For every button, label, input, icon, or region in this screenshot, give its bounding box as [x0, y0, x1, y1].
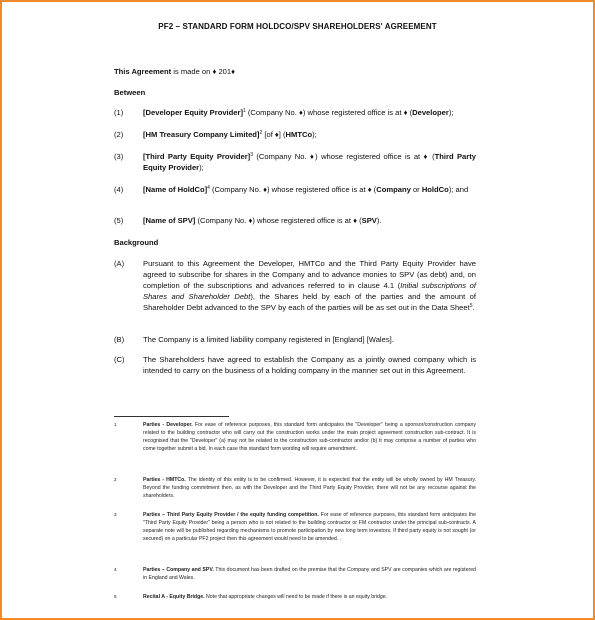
footnote-number: 5: [114, 594, 117, 599]
footnote-text: The identity of this entity is to be confirmed. However, it is expected that the entity will be wholly owned by HM Treasury. Beyond the funding commitment then, as with the Developer and the Third Party Equity Provider, there will not be any recourse against the shareholders.: [143, 477, 476, 499]
party-name: [HM Treasury Company Limited]: [143, 130, 260, 139]
recital-c: [143, 354, 476, 376]
party-name: [Developer Equity Provider]: [143, 108, 244, 117]
footnote-5: [143, 593, 476, 601]
party-end: );: [448, 108, 454, 117]
party-text: [of ♦] (: [262, 130, 286, 139]
party-text: (Company No. ♦) whose registered office is at ♦ (: [195, 216, 362, 225]
party-defined-term: Developer: [412, 108, 449, 117]
footnote-number: 1: [114, 422, 117, 427]
footnote-ref[interactable]: 5: [469, 303, 473, 309]
party-number: (2): [114, 130, 124, 139]
recital-text: The Company is a limited liability company registered in [England] [Wales].: [143, 335, 394, 344]
recital-number: (C): [114, 355, 125, 364]
intro-rest: is made on ♦ 201♦: [171, 67, 236, 76]
intro-bold: This Agreement: [114, 67, 172, 76]
party-end: );: [199, 163, 204, 172]
footnote-4: [143, 566, 476, 582]
party-defined-term: HoldCo: [421, 185, 449, 194]
party-name: [Third Party Equity Provider]: [143, 152, 251, 161]
footnote-1: [143, 421, 476, 453]
document-title: PF2 – STANDARD FORM HOLDCO/SPV SHAREHOLDERS' AGREEMENT: [158, 22, 437, 31]
recital-a: [143, 258, 476, 313]
party-end: );: [312, 130, 317, 139]
agreement-intro: [114, 67, 235, 77]
footnote-separator: [114, 416, 229, 417]
party-2: [143, 129, 476, 140]
party-name: [Name of HoldCo]: [143, 185, 208, 194]
background-heading: Background: [114, 238, 159, 247]
document-page: [2, 2, 593, 618]
footnote-text: This document has been drafted on the premise that the Company and SPV are companies which are registered in England and Wales.: [143, 567, 476, 581]
party-number: (3): [114, 152, 124, 161]
recital-number: (A): [114, 259, 125, 268]
party-defined-term: Third Party Equity Provider: [143, 152, 476, 172]
between-heading: Between: [114, 88, 146, 97]
footnote-text: Note that appropriate changes will need to be made if there is an equity bridge.: [204, 594, 388, 600]
footnote-ref[interactable]: 3: [250, 152, 253, 158]
footnote-number: 2: [114, 477, 117, 482]
recital-italic: Initial subscriptions of Shares and Shareholder Debt: [143, 281, 476, 301]
party-text: (Company No. ♦) whose registered office is at ♦ (: [209, 185, 377, 194]
party-number: (1): [114, 108, 124, 117]
recital-b: [143, 334, 476, 345]
footnote-number: 3: [114, 512, 117, 517]
footnote-ref[interactable]: 1: [243, 108, 246, 114]
party-number: (5): [114, 216, 124, 225]
party-text-mid: or: [410, 185, 422, 194]
footnote-ref[interactable]: 4: [207, 185, 210, 191]
party-5: [143, 215, 476, 226]
recital-text: Pursuant to this Agreement the Developer, HMTCo and the Third Party Equity Provider have agreed to subscribe for shares in the Company and to advance monies to SPV (as debt) and, on completion of the subscriptions and advances referred to in clause 4.1 (: [143, 259, 476, 290]
recital-end: .: [472, 303, 475, 312]
party-3: [143, 151, 476, 173]
footnote-2: [143, 476, 476, 500]
party-end: ).: [376, 216, 382, 225]
footnote-text: For ease of reference purposes, this standard form anticipates the "Third Party Equity Provider" being a person who is not related to the building contractor or FM contractor under the principal sub-contracts. A separate note will be published regarding mechanisms to promote participation by new long term investors. If third party equity is not sought (or secured) on a particular PF2 project then this agreement would need to be amended. .: [143, 512, 476, 542]
footnote-heading: Parties - Developer.: [143, 422, 193, 428]
party-end: ); and: [448, 185, 469, 194]
footnote-3: [143, 511, 476, 543]
party-defined-term: HMTCo: [285, 130, 313, 139]
footnote-ref[interactable]: 2: [259, 130, 263, 136]
party-1: [143, 107, 476, 118]
party-defined-term: Company: [376, 185, 411, 194]
party-text: (Company No. ♦) whose registered office is at ♦ (: [253, 152, 435, 161]
footnote-text: For ease of reference purposes, this standard form anticipates the "Developer" being a sponsor/construction company related to the building contractor who will carry out the construction works under the main project agreement construction sub-contract. It is recognised that the "Developer" (a) may not be related to the construction sub-contractor and/or (b) it may comprise a number of parties who come together submit a bid. In each case this standard form wording will require amendment.: [143, 422, 477, 452]
footnote-number: 4: [114, 567, 117, 572]
footnote-heading: Recital A - Equity Bridge.: [143, 594, 205, 600]
recital-number: (B): [114, 335, 125, 344]
footnote-heading: Parties - HMTCo.: [143, 477, 186, 483]
party-4: [143, 184, 476, 195]
footnote-heading: Parties – Company and SPV.: [143, 567, 214, 573]
party-name: [Name of SPV]: [143, 216, 196, 225]
footnote-heading: Parties – Third Party Equity Provider / the equity funding competition.: [143, 512, 319, 518]
recital-text: ), the Shares held by each of the parties and the amount of Shareholder Debt advanced to the SPV by each of the parties will be as set out in the Data Sheet: [143, 292, 476, 312]
party-defined-term: SPV: [361, 216, 377, 225]
party-number: (4): [114, 185, 124, 194]
recital-text: The Shareholders have agreed to establish the Company as a jointly owned company which is intended to carry on the business of a holding company in the manner set out in this Agreement.: [143, 355, 476, 375]
party-text: (Company No. ♦) whose registered office is at ♦ (: [245, 108, 413, 117]
